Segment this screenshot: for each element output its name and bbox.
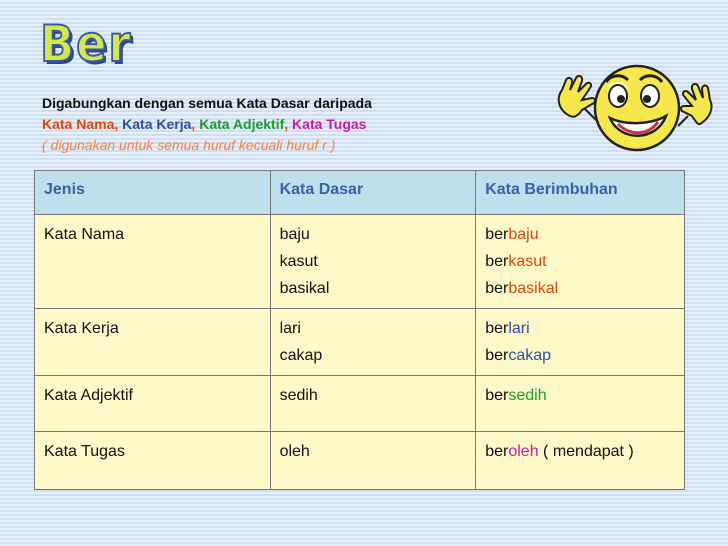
kata-dasar-word: baju (279, 226, 310, 243)
category-kata-tugas: Kata Tugas (292, 116, 367, 132)
root-word: lari (508, 320, 530, 337)
root-word: baju (508, 226, 539, 243)
kata-berimbuhan-word (485, 438, 675, 465)
jenis-cell: Kata Nama (35, 215, 271, 309)
root-word: kasut (508, 253, 547, 270)
kata-berimbuhan-cell (476, 432, 685, 490)
kata-berimbuhan-cell (476, 309, 685, 376)
prefix: ber (485, 253, 509, 270)
kata-berimbuhan-word (485, 221, 675, 248)
kata-dasar-cell (270, 376, 476, 432)
prefix: ber (485, 387, 509, 404)
kata-berimbuhan-word (485, 315, 675, 342)
intro-line: Digabungkan dengan semua Kata Dasar daripada (42, 95, 372, 111)
root-word: basikal (508, 280, 559, 297)
category-line (42, 114, 372, 135)
kata-berimbuhan-word (485, 275, 675, 302)
prefix: ber (485, 443, 509, 460)
category-comma: , (191, 116, 196, 132)
prefix: ber (485, 347, 509, 364)
kata-berimbuhan-cell (476, 215, 685, 309)
kata-berimbuhan-word (485, 382, 675, 409)
header-kata-dasar: Kata Dasar (270, 171, 476, 215)
prefix: ber (485, 280, 509, 297)
kata-dasar-cell (270, 309, 476, 376)
category-kata-nama: Kata Nama, (42, 116, 119, 132)
prefix: ber (485, 226, 509, 243)
root-word: sedih (508, 387, 547, 404)
header-kata-berimbuhan: Kata Berimbuhan (476, 171, 685, 215)
kata-berimbuhan-cell (476, 376, 685, 432)
jenis-cell: Kata Tugas (35, 432, 271, 490)
root-word: cakap (508, 347, 552, 364)
kata-dasar-cell (270, 432, 476, 490)
category-comma: , (284, 116, 289, 132)
jenis-cell: Kata Adjektif (35, 376, 271, 432)
table-row (35, 215, 685, 309)
root-word: oleh (508, 443, 539, 460)
waving-smiley-icon (548, 58, 726, 158)
category-kata-kerja: Kata Kerja (122, 116, 192, 132)
kata-dasar-word: cakap (279, 347, 323, 364)
kata-dasar-word: oleh (279, 443, 310, 460)
kata-dasar-word: lari (279, 320, 301, 337)
kata-berimbuhan-word (485, 342, 675, 369)
kata-dasar-cell (270, 215, 476, 309)
ber-table (34, 170, 685, 490)
intro-text (42, 93, 372, 156)
kata-dasar-word: sedih (279, 387, 318, 404)
usage-note: ( digunakan untuk semua huruf kecuali huruf r ) (42, 137, 336, 153)
header-jenis: Jenis (35, 171, 271, 215)
jenis-cell: Kata Kerja (35, 309, 271, 376)
table-row (35, 432, 685, 490)
table-header-row (35, 171, 685, 215)
table-row (35, 309, 685, 376)
prefix: ber (485, 320, 509, 337)
table-row (35, 376, 685, 432)
kata-berimbuhan-word (485, 248, 675, 275)
kata-dasar-word: basikal (279, 280, 330, 297)
slide-title: Ber (40, 15, 133, 73)
meaning-note: ( mendapat ) (538, 443, 634, 460)
kata-dasar-word: kasut (279, 253, 318, 270)
category-kata-adjektif: Kata Adjektif (199, 116, 285, 132)
